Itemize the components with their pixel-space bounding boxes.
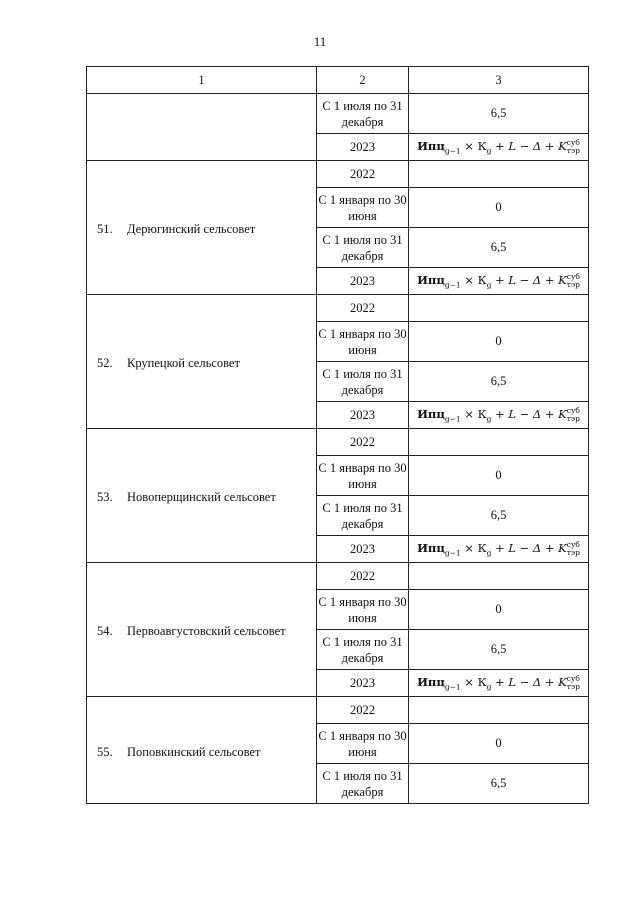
entity-number: 53.: [97, 490, 113, 504]
value-cell: [409, 295, 589, 322]
tariff-formula: $Ипц_{g-1} \times К_g + L - \Delta + K$ суб тэр: [417, 271, 580, 290]
entity-name: Первоавгустовский сельсовет: [127, 624, 286, 638]
entity-number: 55.: [97, 744, 113, 759]
period-cell: С 1 января по 30 июня: [317, 590, 409, 630]
value-cell: 0: [409, 188, 589, 228]
table-row: [87, 429, 589, 456]
entity-name: Дерюгинский сельсовет: [127, 222, 256, 236]
period-cell: С 1 января по 30 июня: [317, 322, 409, 362]
entity-name-cell: [87, 94, 317, 161]
value-cell: [409, 161, 589, 188]
page-number: 11: [313, 34, 327, 49]
entity-name: Поповкинский сельсовет: [127, 744, 261, 759]
period-cell: 2022: [317, 161, 409, 188]
period-cell: 2023: [317, 134, 409, 161]
entity-number: 52.: [97, 356, 113, 370]
tariff-table: [86, 66, 589, 804]
value-cell: 6,5: [409, 630, 589, 670]
entity-number: 51.: [97, 222, 113, 236]
value-cell: [409, 429, 589, 456]
value-cell: 6,5: [409, 496, 589, 536]
period-cell: С 1 июля по 31 декабря: [317, 630, 409, 670]
period-cell: С 1 июля по 31 декабря: [317, 362, 409, 402]
period-cell: С 1 июля по 31 декабря: [317, 228, 409, 268]
value-cell: 6,5: [409, 362, 589, 402]
period-cell: С 1 июля по 31 декабря: [317, 764, 409, 804]
period-cell: 2022: [317, 429, 409, 456]
value-cell: 0: [409, 590, 589, 630]
value-cell: 0: [409, 456, 589, 496]
period-cell: С 1 января по 30 июня: [317, 724, 409, 764]
tariff-formula: $Ипц_{g-1} \times К_g + L - \Delta + K$ суб тэр: [417, 673, 580, 692]
header-col-1: 1: [87, 67, 317, 94]
period-cell: С 1 января по 30 июня: [317, 456, 409, 496]
period-cell: С 1 июля по 31 декабря: [317, 496, 409, 536]
entity-name: Новоперщинский сельсовет: [127, 490, 276, 504]
entity-name-cell: [87, 429, 317, 563]
value-cell: [409, 697, 589, 724]
table-row: [87, 697, 589, 724]
formula-cell: [409, 536, 589, 563]
period-cell: 2022: [317, 295, 409, 322]
period-cell: 2023: [317, 536, 409, 563]
table-row: [87, 161, 589, 188]
formula-cell: [409, 268, 589, 295]
period-cell: 2022: [317, 697, 409, 724]
entity-number: 54.: [97, 624, 113, 638]
value-cell: 0: [409, 322, 589, 362]
entity-name-cell: [87, 563, 317, 697]
formula-cell: [409, 134, 589, 161]
header-col-2: 2: [317, 67, 409, 94]
value-cell: 6,5: [409, 228, 589, 268]
entity-name-cell: [87, 161, 317, 295]
header-col-3: 3: [409, 67, 589, 94]
period-cell: 2023: [317, 402, 409, 429]
tariff-formula: $Ипц_{g-1} \times К_g + L - \Delta + K$ суб тэр: [417, 405, 580, 424]
period-cell: 2023: [317, 670, 409, 697]
value-cell: 6,5: [409, 94, 589, 134]
tariff-formula: $Ипц_{g-1} \times К_g + L - \Delta + K$ суб тэр: [417, 539, 580, 558]
table-row: [87, 563, 589, 590]
entity-name-cell: [87, 697, 317, 804]
period-cell: С 1 июля по 31 декабря: [317, 94, 409, 134]
table-row: [87, 295, 589, 322]
value-cell: 6,5: [409, 764, 589, 804]
entity-name-cell: [87, 295, 317, 429]
period-cell: 2022: [317, 563, 409, 590]
value-cell: 0: [409, 724, 589, 764]
value-cell: [409, 563, 589, 590]
tariff-formula: $Ипц_{g-1} \times К_g + L - \Delta + K$ суб тэр: [417, 137, 580, 156]
period-cell: 2023: [317, 268, 409, 295]
period-cell: С 1 января по 30 июня: [317, 188, 409, 228]
entity-name: Крупецкой сельсовет: [127, 356, 240, 370]
formula-cell: [409, 670, 589, 697]
table-row: [87, 94, 589, 134]
formula-cell: [409, 402, 589, 429]
table-header-row: [87, 67, 589, 94]
